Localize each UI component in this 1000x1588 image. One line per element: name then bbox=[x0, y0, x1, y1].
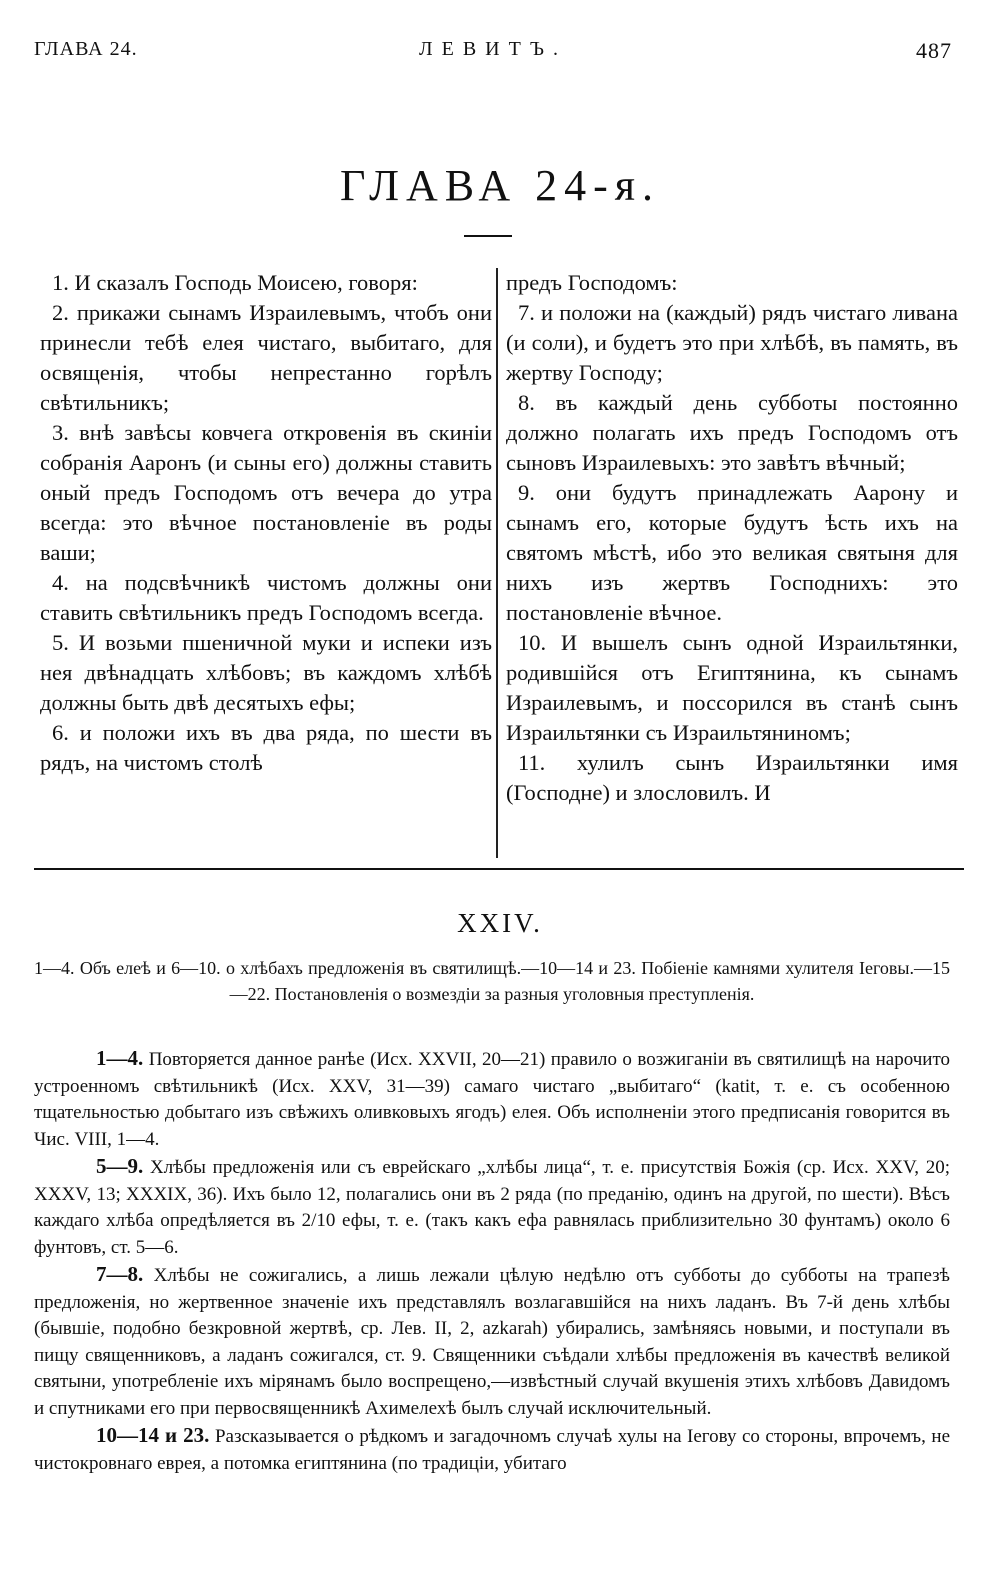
commentary-text: Разсказывается о рѣдкомъ и загадочномъ случаѣ хулы на Іегову со стороны, впрочемъ, не чистокровнаго еврея, а потомка египтянина (по традиціи, убитаго bbox=[34, 1426, 950, 1474]
page-number: 487 bbox=[916, 38, 952, 63]
scripture-columns bbox=[34, 268, 978, 861]
chapter-title: ГЛАВА 24-я. bbox=[340, 161, 660, 210]
commentary-text: Хлѣбы не сожигались, а лишь лежали цѣлую недѣлю отъ субботы до субботы на трапезѣ предложенія, но жертвенное значеніе ихъ представлялъ возлагавшійся на нихъ ладанъ. Въ 7-й день хлѣбы (бывшіе, подобно безкровной жертвѣ, ср. Лев. II, 2, azkarah) убирались, замѣняясь новыми, и поступали въ пищу священниковъ, а ладанъ сожигался, ст. 9. Священники съѣдали хлѣбы предложенія въ качествѣ великой святыни, употребленіе ихъ мірянамъ было воспрещено,—извѣстный случай вкушенія этихъ хлѣбовъ Давидомъ и спутниками его при первосвященникѣ Ахимелехѣ былъ случай исключительный. bbox=[34, 1265, 950, 1419]
verse: 7. и положи на (каждый) рядъ чистаго ливана (и соли), и будетъ это при хлѣбѣ, въ память, въ жертву Господу; bbox=[506, 300, 958, 385]
verse: 3. внѣ завѣсы ковчега откровенія въ скиніи собранія Ааронъ (и сыны его) должны ставить оный предъ Господомъ отъ вечера до утра всегда: это вѣчное постановленіе въ роды ваши; bbox=[40, 420, 492, 565]
running-head-book: ЛЕВИТЪ. bbox=[419, 38, 567, 60]
verse: 2. прикажи сынамъ Израилевымъ, чтобъ они принесли тебѣ елея чистаго, выбитаго, для освященія, чтобы непрестанно горѣлъ свѣтильникъ; bbox=[40, 300, 492, 415]
chapter-summary: 1—4. Объ елеѣ и 6—10. о хлѣбахъ предложенія въ святилищѣ.—10—14 и 23. Побіеніе камнями хулителя Іеговы.—15—22. Постановленія о возмездіи за разныя уголовныя преступленія. bbox=[34, 958, 950, 1004]
commentary-text: Хлѣбы предложенія или съ еврейскаго „хлѣбы лица“, т. е. присутствія Божія (ср. Исх. XXV, 20; XXXV, 13; XXXIX, 36). Ихъ было 12, полагались они въ 2 ряда (по преданію, одинъ на другой, по шести). Вѣсъ каждаго хлѣба опредѣляется въ 2/10 ефы, т. е. (такъ какъ ефа равнялась приблизительно 30 фунтамъ) около 6 фунтовъ, ст. 5—6. bbox=[34, 1157, 951, 1258]
commentary-text: Повторяется данное ранѣе (Исх. XXVII, 20—21) правило о возжиганіи въ святилищѣ на нарочито устроенномъ свѣтильникѣ (Исх. XXV, 31—39) самаго чистаго „выбитаго“ (katit, т. е. съ особенною тщательностью добытаго изъ свѣжихъ оливковыхъ ягодъ) елея. Объ исполненіи этого предписанія говорится въ Чис. VIII, 1—4. bbox=[34, 1049, 950, 1150]
verse: 6. и положи ихъ въ два ряда, по шести въ рядъ, на чистомъ столѣ bbox=[40, 720, 492, 775]
title-rule bbox=[464, 235, 512, 237]
section-rule bbox=[34, 868, 964, 870]
verse: 1. И сказалъ Господь Моисею, говоря: bbox=[52, 270, 418, 295]
verse: 4. на подсвѣчникѣ чистомъ должны они ставить свѣтильникъ предъ Господомъ всегда. bbox=[40, 570, 492, 625]
commentary-paragraph bbox=[34, 1422, 950, 1477]
verse: 5. И возьми пшеничной муки и испеки изъ нея двѣнадцать хлѣбовъ; въ каждомъ хлѣбѣ должны быть двѣ десятыхъ ефы; bbox=[40, 630, 492, 715]
verse: 8. въ каждый день субботы постоянно должно полагать ихъ предъ Господомъ отъ сыновъ Израилевыхъ: это завѣтъ вѣчный; bbox=[506, 390, 958, 475]
verse: 9. они будутъ принадлежать Аарону и сынамъ его, которые будутъ ѣсть ихъ на святомъ мѣстѣ, ибо это великая святыня для нихъ изъ жертвъ Господнихъ: это постановленіе вѣчное. bbox=[506, 480, 958, 625]
verse: 10. И вышелъ сынъ одной Израильтянки, родившійся отъ Египтянина, къ сынамъ Израилевымъ, и поссорился въ станѣ сынъ Израильтянки съ Израильтяниномъ; bbox=[506, 630, 958, 745]
commentary-paragraph bbox=[34, 1153, 950, 1261]
running-head-chapter: ГЛАВА 24. bbox=[34, 38, 138, 60]
commentary-heading: XXIV. bbox=[457, 908, 543, 938]
verse-reference: 10—14 и 23. bbox=[96, 1423, 210, 1447]
verse-reference: 7—8. bbox=[96, 1262, 144, 1286]
commentary-paragraph bbox=[34, 1261, 950, 1422]
left-column bbox=[40, 268, 492, 778]
verse: 11. хулилъ сынъ Израильтянки имя (Господне) и злословилъ. И bbox=[506, 750, 958, 805]
commentary-paragraph bbox=[34, 1045, 950, 1153]
right-column bbox=[506, 268, 958, 808]
running-head bbox=[34, 38, 952, 68]
verse-reference: 1—4. bbox=[96, 1046, 144, 1070]
verse-reference: 5—9. bbox=[96, 1154, 144, 1178]
commentary bbox=[34, 1045, 950, 1477]
column-divider bbox=[496, 268, 498, 858]
verse: предъ Господомъ: bbox=[506, 270, 678, 295]
